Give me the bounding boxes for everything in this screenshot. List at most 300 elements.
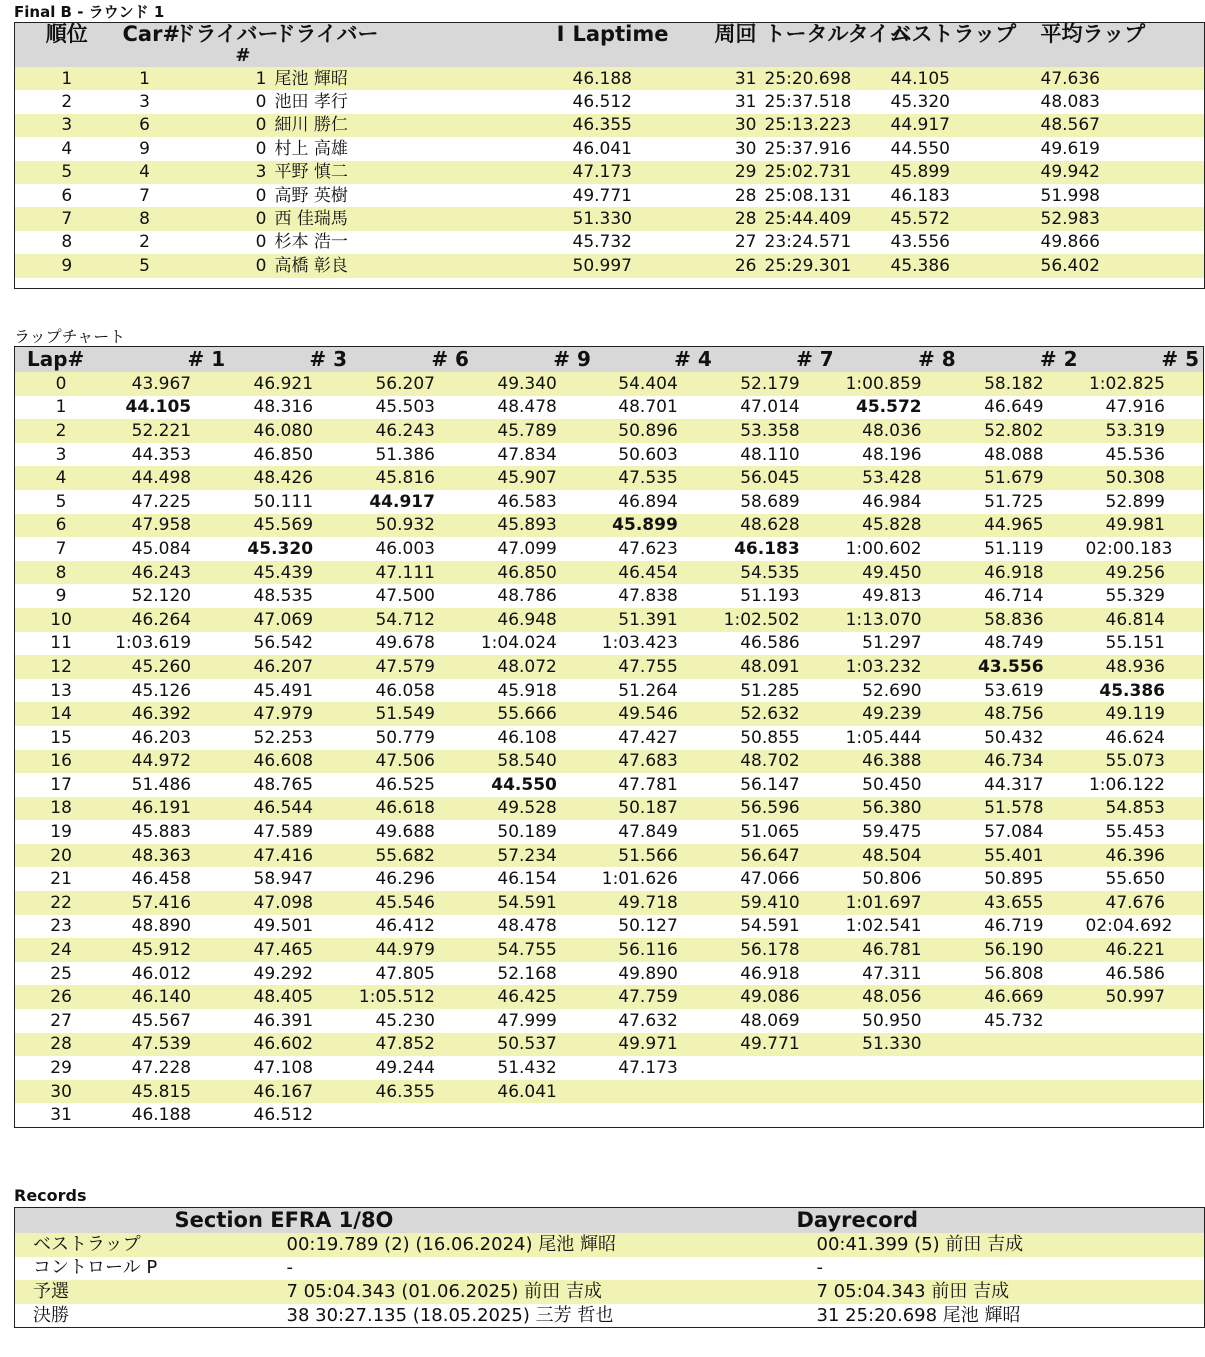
result-laps: 28 — [734, 209, 757, 230]
lap-time-cell: 50.450 — [862, 774, 922, 795]
lap-time-cell: 50.950 — [862, 1010, 922, 1031]
lap-time-cell: 46.814 — [1105, 609, 1165, 630]
lap-chart-header-cell: # 3 — [309, 347, 348, 371]
lap-time-cell: 50.895 — [984, 869, 1044, 890]
lap-time-cell — [838, 1080, 960, 1104]
results-header-cell: 周回 — [714, 22, 757, 46]
lap-time-cell: 44.979 — [375, 940, 435, 961]
lap-time-cell: 58.182 — [984, 373, 1044, 394]
lap-chart-row — [15, 844, 1204, 868]
lap-time-cell: 44.317 — [984, 774, 1044, 795]
lap-time-cell: 52.899 — [1105, 491, 1165, 512]
lap-number: 9 — [55, 586, 67, 607]
lap-time-cell — [960, 1056, 1082, 1080]
lap-time-cell: 55.682 — [375, 845, 435, 866]
lap-chart-row — [15, 962, 1204, 986]
results-row — [15, 231, 1205, 254]
lap-time-cell: 46.391 — [253, 1010, 314, 1031]
lap-time-cell: 1:00.859 — [845, 373, 922, 394]
lap-time-cell: 47.849 — [618, 822, 678, 843]
lap-time-cell: 50.432 — [984, 727, 1044, 748]
lap-time-cell: 52.690 — [862, 680, 922, 701]
lap-time-cell: 46.719 — [984, 916, 1044, 937]
lap-time-cell — [960, 1103, 1082, 1127]
result-driver-number: 1 — [255, 68, 267, 89]
record-section-value: 00:19.789 (2) (16.06.2024) 尾池 輝昭 — [286, 1233, 616, 1255]
lap-time-cell: 47.506 — [375, 751, 435, 772]
lap-time-cell: 47.755 — [618, 656, 678, 677]
lap-number: 20 — [50, 845, 72, 866]
result-driver-number: 0 — [255, 92, 267, 113]
lap-time-cell: 46.918 — [740, 963, 800, 984]
lap-time-cell: 49.678 — [375, 633, 435, 654]
results-header-cell: ドライバー — [174, 22, 279, 46]
results-row — [15, 90, 1205, 113]
lap-chart-row — [15, 1033, 1204, 1057]
lap-time-cell: 48.478 — [497, 397, 557, 418]
lap-time-cell: 46.781 — [862, 940, 922, 961]
records-label: Records — [14, 1186, 87, 1205]
result-average-lap: 51.998 — [1040, 185, 1100, 206]
results-padding-row — [15, 278, 1205, 289]
lap-number: 21 — [50, 869, 72, 890]
result-car-number: 4 — [139, 162, 150, 183]
lap-time-cell: 50.127 — [618, 916, 678, 937]
lap-time-cell: 46.512 — [253, 1105, 314, 1126]
lap-time-cell: 46.108 — [497, 727, 557, 748]
result-car-number: 1 — [139, 68, 150, 89]
result-laptime: 46.188 — [572, 68, 632, 89]
lap-time-cell: 55.453 — [1105, 822, 1165, 843]
lap-number: 23 — [50, 916, 72, 937]
lap-time-cell: 46.669 — [984, 987, 1044, 1008]
result-driver-name: 平野 慎二 — [274, 162, 348, 183]
lap-chart-row — [15, 1009, 1204, 1033]
results-row — [15, 137, 1205, 160]
result-total-time: 25:37.916 — [764, 138, 852, 159]
records-header-row — [15, 1208, 1205, 1234]
lap-time-cell: 47.579 — [375, 656, 435, 677]
lap-time-cell: 46.608 — [253, 751, 314, 772]
result-total-time: 25:44.409 — [764, 209, 852, 230]
lap-time-cell: 56.647 — [740, 845, 800, 866]
lap-number: 1 — [55, 397, 67, 418]
lap-number: 27 — [50, 1010, 72, 1031]
record-day-value: 31 25:20.698 尾池 輝昭 — [816, 1304, 1021, 1326]
lap-number: 3 — [55, 444, 67, 465]
lap-time-cell: 44.498 — [131, 468, 192, 489]
lap-time-cell: 1:06.122 — [1088, 774, 1165, 795]
lap-time-cell: 53.619 — [984, 680, 1044, 701]
lap-chart-row — [15, 679, 1204, 703]
lap-time-cell: 45.084 — [131, 538, 192, 559]
lap-time-cell: 51.297 — [862, 633, 922, 654]
lap-time-cell: 47.014 — [740, 397, 800, 418]
lap-time-cell: 46.624 — [1105, 727, 1165, 748]
lap-time-cell: 57.084 — [984, 822, 1044, 843]
lap-time-cell: 45.732 — [984, 1010, 1044, 1031]
lap-time-cell: 48.702 — [740, 751, 800, 772]
lap-time-cell: 46.188 — [131, 1105, 192, 1126]
lap-time-cell: 58.836 — [984, 609, 1044, 630]
lap-time-cell: 1:05.444 — [845, 727, 922, 748]
lap-time-cell: 46.850 — [253, 444, 314, 465]
lap-chart-row — [15, 514, 1204, 538]
result-laps: 28 — [734, 185, 757, 206]
results-header-cell: ベストラップ — [890, 22, 1017, 46]
lap-time-cell: 46.154 — [497, 869, 557, 890]
lap-time-cell: 54.853 — [1105, 798, 1165, 819]
result-car-number: 9 — [139, 138, 150, 159]
lap-chart-header-cell: # 6 — [431, 347, 469, 371]
lap-time-cell: 49.981 — [1105, 515, 1165, 536]
lap-time-cell: 46.388 — [862, 751, 922, 772]
records-header-cell: Dayrecord — [796, 1208, 919, 1232]
lap-time-cell: 47.979 — [253, 704, 314, 725]
lap-time-cell: 44.353 — [131, 444, 192, 465]
lap-time-cell: 49.813 — [862, 586, 922, 607]
lap-time-cell: 1:01.697 — [845, 892, 922, 913]
result-car-number: 6 — [139, 115, 150, 136]
lap-time-cell: 55.401 — [984, 845, 1044, 866]
result-best-lap: 44.550 — [890, 138, 950, 159]
lap-time-cell: 45.572 — [856, 397, 922, 418]
lap-number: 19 — [50, 822, 72, 843]
lap-time-cell: 1:03.423 — [601, 633, 678, 654]
lap-time-cell: 49.890 — [618, 963, 678, 984]
record-category: 予選 — [33, 1280, 69, 1302]
results-row — [15, 207, 1205, 230]
record-section-value: 7 05:04.343 (01.06.2025) 前田 吉成 — [286, 1280, 602, 1302]
lap-time-cell: 45.907 — [497, 468, 557, 489]
result-total-time: 25:20.698 — [764, 68, 852, 89]
lap-time-cell: 1:03.232 — [845, 656, 922, 677]
lap-time-cell: 51.549 — [375, 704, 435, 725]
lap-time-cell: 44.972 — [131, 751, 192, 772]
lap-number: 16 — [50, 751, 72, 772]
result-laps: 30 — [734, 138, 757, 159]
lap-time-cell: 45.918 — [497, 680, 557, 701]
lap-time-cell: 48.069 — [740, 1010, 800, 1031]
records-table — [14, 1207, 1205, 1328]
result-best-lap: 44.105 — [890, 68, 950, 89]
lap-time-cell: 51.119 — [984, 538, 1044, 559]
lap-time-cell: 47.781 — [618, 774, 678, 795]
result-driver-name: 西 佳瑞馬 — [274, 209, 348, 230]
results-subheader-cell: # — [235, 45, 251, 66]
result-position: 4 — [61, 138, 73, 159]
lap-time-cell: 45.260 — [131, 656, 192, 677]
lap-time-cell: 46.583 — [497, 491, 557, 512]
results-subheader-cell — [15, 47, 119, 67]
result-car-number: 7 — [139, 185, 150, 206]
lap-time-cell: 45.899 — [612, 515, 678, 536]
lap-time-cell: 46.243 — [131, 562, 192, 583]
lap-time-cell: 46.734 — [984, 751, 1044, 772]
lap-time-cell: 55.151 — [1105, 633, 1165, 654]
lap-chart-header-cell: # 2 — [1039, 347, 1078, 371]
lap-time-cell: 46.894 — [618, 491, 678, 512]
lap-time-cell: 46.412 — [375, 916, 435, 937]
record-section-value: - — [286, 1257, 293, 1279]
lap-time-cell: 02:04.692 — [1085, 916, 1173, 937]
lap-time-cell: 48.196 — [862, 444, 922, 465]
lap-time-cell: 45.569 — [253, 515, 314, 536]
lap-number: 17 — [50, 774, 72, 795]
results-subheader-cell — [887, 47, 1037, 67]
lap-time-cell: 49.086 — [740, 987, 800, 1008]
lap-time-cell: 49.450 — [862, 562, 922, 583]
lap-time-cell: 48.056 — [862, 987, 922, 1008]
results-row — [15, 161, 1205, 184]
result-position: 1 — [61, 68, 73, 89]
lap-time-cell: 54.712 — [375, 609, 435, 630]
results-header-cell: I — [556, 22, 565, 46]
lap-time-cell: 46.167 — [253, 1081, 314, 1102]
lap-chart-row — [15, 891, 1204, 915]
lap-time-cell: 50.997 — [1105, 987, 1165, 1008]
result-average-lap: 48.567 — [1040, 115, 1100, 136]
lap-time-cell: 48.036 — [862, 420, 922, 441]
lap-time-cell: 56.190 — [984, 940, 1044, 961]
lap-time-cell: 45.503 — [375, 397, 435, 418]
result-laps: 29 — [734, 162, 757, 183]
lap-time-cell: 58.540 — [497, 751, 557, 772]
lap-time-cell: 45.883 — [131, 822, 192, 843]
results-header-cell: Car# — [122, 22, 181, 46]
results-row — [15, 114, 1205, 137]
lap-chart-row — [15, 750, 1204, 774]
lap-time-cell — [1082, 1056, 1204, 1080]
result-total-time: 25:08.131 — [764, 185, 852, 206]
results-padding-cell — [15, 278, 1205, 289]
lap-time-cell: 47.311 — [862, 963, 922, 984]
lap-time-cell: 45.320 — [247, 538, 314, 559]
lap-time-cell: 48.091 — [740, 656, 800, 677]
lap-time-cell: 47.623 — [618, 538, 678, 559]
result-driver-name: 杉本 浩一 — [274, 232, 348, 253]
lap-time-cell: 47.999 — [497, 1010, 557, 1031]
result-driver-name: 村上 高雄 — [274, 138, 348, 159]
lap-time-cell: 49.718 — [618, 892, 678, 913]
lap-time-cell: 47.228 — [131, 1058, 192, 1079]
result-laptime: 49.771 — [572, 185, 632, 206]
lap-time-cell: 51.391 — [618, 609, 678, 630]
lap-time-cell: 48.890 — [131, 916, 192, 937]
lap-time-cell: 46.425 — [497, 987, 557, 1008]
lap-time-cell: 56.045 — [740, 468, 800, 489]
lap-time-cell: 48.535 — [253, 586, 314, 607]
lap-chart-row — [15, 490, 1204, 514]
lap-number: 15 — [50, 727, 72, 748]
lap-time-cell: 48.765 — [253, 774, 314, 795]
lap-chart-row — [15, 820, 1204, 844]
lap-chart-header-cell: # 8 — [917, 347, 956, 371]
lap-time-cell: 46.003 — [375, 538, 435, 559]
lap-number: 13 — [50, 680, 72, 701]
lap-time-cell: 50.932 — [375, 515, 435, 536]
lap-time-cell: 56.596 — [740, 798, 800, 819]
lap-time-cell: 45.491 — [253, 680, 314, 701]
lap-time-cell — [473, 1103, 595, 1127]
lap-time-cell: 45.439 — [253, 562, 314, 583]
results-subheader-row — [15, 47, 1205, 67]
lap-time-cell: 46.714 — [984, 586, 1044, 607]
lap-chart-row — [15, 632, 1204, 656]
lap-time-cell: 46.296 — [375, 869, 435, 890]
lap-time-cell — [1082, 1080, 1204, 1104]
lap-number: 0 — [55, 373, 67, 394]
lap-time-cell: 52.179 — [740, 373, 800, 394]
lap-number: 26 — [50, 987, 72, 1008]
lap-number: 6 — [55, 515, 67, 536]
lap-time-cell: 48.749 — [984, 633, 1044, 654]
lap-number: 30 — [50, 1081, 72, 1102]
result-driver-number: 3 — [255, 162, 267, 183]
result-average-lap: 48.083 — [1040, 92, 1100, 113]
lap-time-cell: 45.893 — [497, 515, 557, 536]
lap-time-cell: 54.404 — [618, 373, 678, 394]
lap-time-cell: 46.140 — [131, 987, 192, 1008]
result-laps: 31 — [734, 92, 757, 113]
lap-time-cell: 1:03.619 — [115, 633, 192, 654]
result-driver-name: 細川 勝仁 — [274, 115, 348, 136]
lap-time-cell: 47.500 — [375, 586, 435, 607]
lap-time-cell: 47.066 — [740, 869, 800, 890]
lap-time-cell: 49.528 — [497, 798, 557, 819]
lap-time-cell: 46.264 — [131, 609, 192, 630]
result-spacer — [549, 114, 569, 137]
lap-time-cell: 46.191 — [131, 798, 192, 819]
lap-time-cell: 50.896 — [618, 420, 678, 441]
lap-time-cell: 46.207 — [253, 656, 314, 677]
lap-time-cell: 48.072 — [497, 656, 557, 677]
lap-time-cell: 57.416 — [131, 892, 192, 913]
lap-time-cell: 02:00.183 — [1085, 538, 1173, 559]
lap-time-cell: 59.475 — [862, 822, 922, 843]
lap-time-cell: 46.948 — [497, 609, 557, 630]
lap-time-cell: 43.556 — [977, 656, 1044, 677]
lap-time-cell: 44.965 — [984, 515, 1044, 536]
lap-time-cell: 48.936 — [1105, 656, 1165, 677]
result-position: 6 — [61, 185, 73, 206]
lap-time-cell: 49.340 — [497, 373, 557, 394]
lap-time-cell: 49.119 — [1105, 704, 1165, 725]
lap-time-cell: 59.410 — [740, 892, 800, 913]
results-header-cell: 順位 — [45, 22, 88, 46]
lap-time-cell: 50.111 — [253, 491, 314, 512]
results-row — [15, 67, 1205, 90]
result-total-time: 25:29.301 — [764, 255, 852, 276]
lap-time-cell: 54.591 — [497, 892, 557, 913]
lap-time-cell: 45.815 — [131, 1081, 192, 1102]
lap-time-cell: 46.984 — [862, 491, 922, 512]
lap-time-cell: 46.221 — [1105, 940, 1165, 961]
records-row — [15, 1257, 1205, 1281]
results-row — [15, 254, 1205, 277]
page-title: Final B - ラウンド 1 — [14, 3, 165, 21]
result-driver-number: 0 — [255, 138, 267, 159]
results-subheader-cell — [119, 47, 171, 67]
lap-time-cell: 47.834 — [497, 444, 557, 465]
lap-time-cell — [716, 1080, 838, 1104]
result-car-number: 3 — [139, 92, 150, 113]
lap-time-cell: 53.428 — [862, 468, 922, 489]
lap-time-cell: 47.069 — [253, 609, 314, 630]
record-day-value: 7 05:04.343 前田 吉成 — [816, 1280, 1010, 1302]
lap-time-cell: 46.058 — [375, 680, 435, 701]
lap-time-cell: 56.147 — [740, 774, 800, 795]
lap-time-cell: 49.239 — [862, 704, 922, 725]
lap-time-cell: 58.947 — [253, 869, 314, 890]
results-subheader-cell — [569, 47, 689, 67]
lap-time-cell — [595, 1103, 716, 1127]
lap-time-cell: 47.683 — [618, 751, 678, 772]
lap-time-cell: 45.912 — [131, 940, 192, 961]
lap-time-cell: 56.178 — [740, 940, 800, 961]
result-best-lap: 45.320 — [890, 92, 950, 113]
lap-chart-row — [15, 372, 1204, 396]
lap-time-cell: 45.386 — [1099, 680, 1165, 701]
lap-number: 5 — [55, 491, 67, 512]
result-best-lap: 45.572 — [890, 209, 950, 230]
lap-time-cell: 58.689 — [740, 491, 800, 512]
result-laps: 31 — [734, 68, 757, 89]
lap-time-cell: 57.234 — [497, 845, 557, 866]
lap-chart-row — [15, 655, 1204, 679]
lap-time-cell: 50.189 — [497, 822, 557, 843]
result-spacer — [549, 254, 569, 277]
lap-chart-header-cell: # 1 — [187, 347, 226, 371]
result-position: 2 — [61, 92, 73, 113]
result-spacer — [549, 207, 569, 230]
lap-chart-row — [15, 915, 1204, 939]
lap-time-cell: 46.183 — [734, 538, 800, 559]
lap-time-cell: 47.535 — [618, 468, 678, 489]
lap-time-cell: 55.666 — [497, 704, 557, 725]
lap-time-cell: 1:00.602 — [845, 538, 922, 559]
lap-time-cell: 47.589 — [253, 822, 314, 843]
result-laps: 30 — [734, 115, 757, 136]
lap-time-cell: 43.655 — [984, 892, 1044, 913]
result-laptime: 46.355 — [572, 115, 632, 136]
lap-time-cell: 49.244 — [375, 1058, 435, 1079]
lap-time-cell: 55.073 — [1105, 751, 1165, 772]
lap-chart-row — [15, 466, 1204, 490]
results-header-cell: Laptime — [572, 22, 669, 46]
lap-number: 2 — [55, 420, 67, 441]
lap-time-cell: 50.855 — [740, 727, 800, 748]
result-position: 5 — [61, 162, 73, 183]
result-laptime: 46.041 — [572, 138, 632, 159]
lap-number: 11 — [50, 633, 72, 654]
lap-time-cell: 1:05.512 — [358, 987, 435, 1008]
lap-time-cell: 50.603 — [618, 444, 678, 465]
lap-time-cell: 46.544 — [253, 798, 314, 819]
lap-chart-row — [15, 584, 1204, 608]
lap-time-cell: 47.427 — [618, 727, 678, 748]
lap-time-cell: 46.618 — [375, 798, 435, 819]
lap-time-cell: 51.193 — [740, 586, 800, 607]
lap-time-cell — [838, 1056, 960, 1080]
result-position: 3 — [61, 115, 73, 136]
results-header-cell: ドライバー — [274, 22, 379, 46]
result-position: 9 — [61, 255, 73, 276]
lap-time-cell: 45.789 — [497, 420, 557, 441]
result-spacer — [549, 90, 569, 113]
lap-number: 31 — [50, 1105, 72, 1126]
lap-time-cell: 46.012 — [131, 963, 192, 984]
